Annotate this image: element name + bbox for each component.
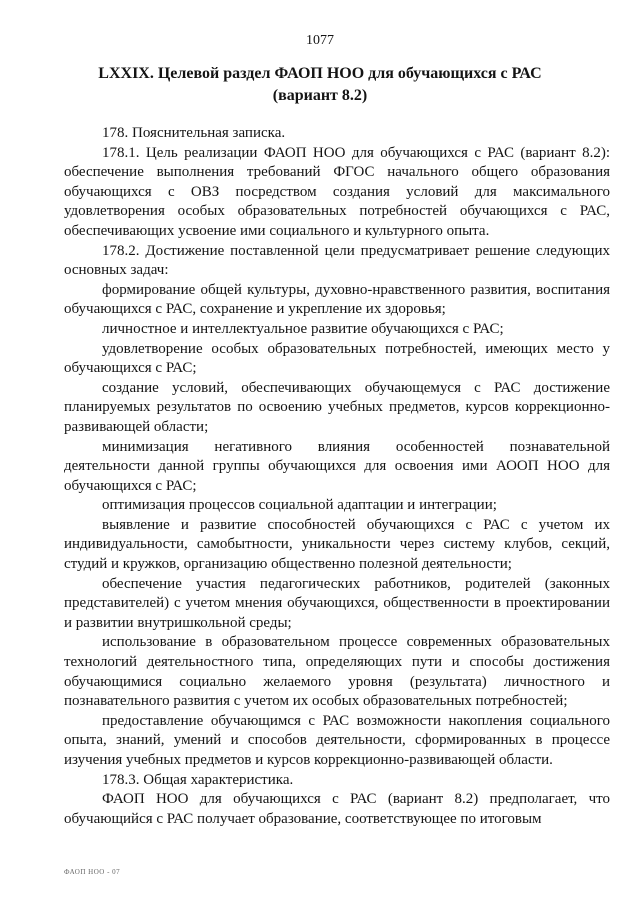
paragraph: ФАОП НОО для обучающихся с РАС (вариант 8.2) предполагает, что обучающийся с РАС получает образование, соответствующее по итоговым xyxy=(64,791,610,827)
document-body xyxy=(64,124,610,829)
paragraph: использование в образовательном процессе современных образовательных технологий деятельностного типа, определяющих пути и способы достижения обучающимися социально желаемого уровня (результата) личностного и познавательного развития с учетом их особых образовательных потребностей; xyxy=(64,634,610,710)
paragraph: минимизация негативного влияния особенностей познавательной деятельности данной группы обучающихся для освоения ими АООП НОО для обучающихся с РАС; xyxy=(64,438,610,494)
page-number: 1077 xyxy=(306,33,334,48)
paragraph: оптимизация процессов социальной адаптации и интеграции; xyxy=(102,497,497,514)
paragraph: удовлетворение особых образовательных потребностей, имеющих место у обучающихся с РАС; xyxy=(64,340,610,377)
paragraph: 178.3. Общая характеристика. xyxy=(102,771,294,788)
paragraph: создание условий, обеспечивающих обучающемуся с РАС достижение планируемых результатов по освоению учебных предметов, курсов коррекционно-развивающей области; xyxy=(64,379,610,435)
paragraph: формирование общей культуры, духовно-нравственного развития, воспитания обучающихся с РАС, сохранение и укрепление их здоровья; xyxy=(64,281,610,318)
paragraph: обеспечение участия педагогических работников, родителей (законных представителей) с учетом мнения обучающихся, общественности в проектировании и развитии внутришкольной среды; xyxy=(64,575,610,631)
section-title-line-1: LXXIX. Целевой раздел ФАОП НОО для обучающихся с РАС xyxy=(98,65,542,82)
paragraph: личностное и интеллектуальное развитие обучающихся с РАС; xyxy=(102,320,504,337)
paragraph: выявление и развитие способностей обучающихся с РАС с учетом их индивидуальности, самобытности, уникальности через систему клубов, секций, студий и кружков, организацию общественно полезной деятельности; xyxy=(64,516,610,573)
paragraph: предоставление обучающимся с РАС возможности накопления социального опыта, знаний, умений и способов деятельности, сформированных в процессе изучения учебных предметов и курсов коррекционно-развивающей области. xyxy=(64,712,610,768)
section-title xyxy=(0,63,640,107)
footer-stamp: ФАОП НОО - 07 xyxy=(64,868,121,876)
section-title-line-2: (вариант 8.2) xyxy=(272,87,368,104)
paragraph: 178. Пояснительная записка. xyxy=(102,125,286,141)
paragraph: 178.1. Цель реализации ФАОП НОО для обучающихся с РАС (вариант 8.2): обеспечение выполнения требований ФГОС начального общего образования обучающихся с ОВЗ посредством создания условий для максимального удовлетворения особых образовательных потребностей обучающихся с РАС, обеспечивающих усвоение ими социального и культурного опыта. xyxy=(64,144,610,239)
paragraph: 178.2. Достижение поставленной цели предусматривает решение следующих основных задач: xyxy=(64,242,610,279)
